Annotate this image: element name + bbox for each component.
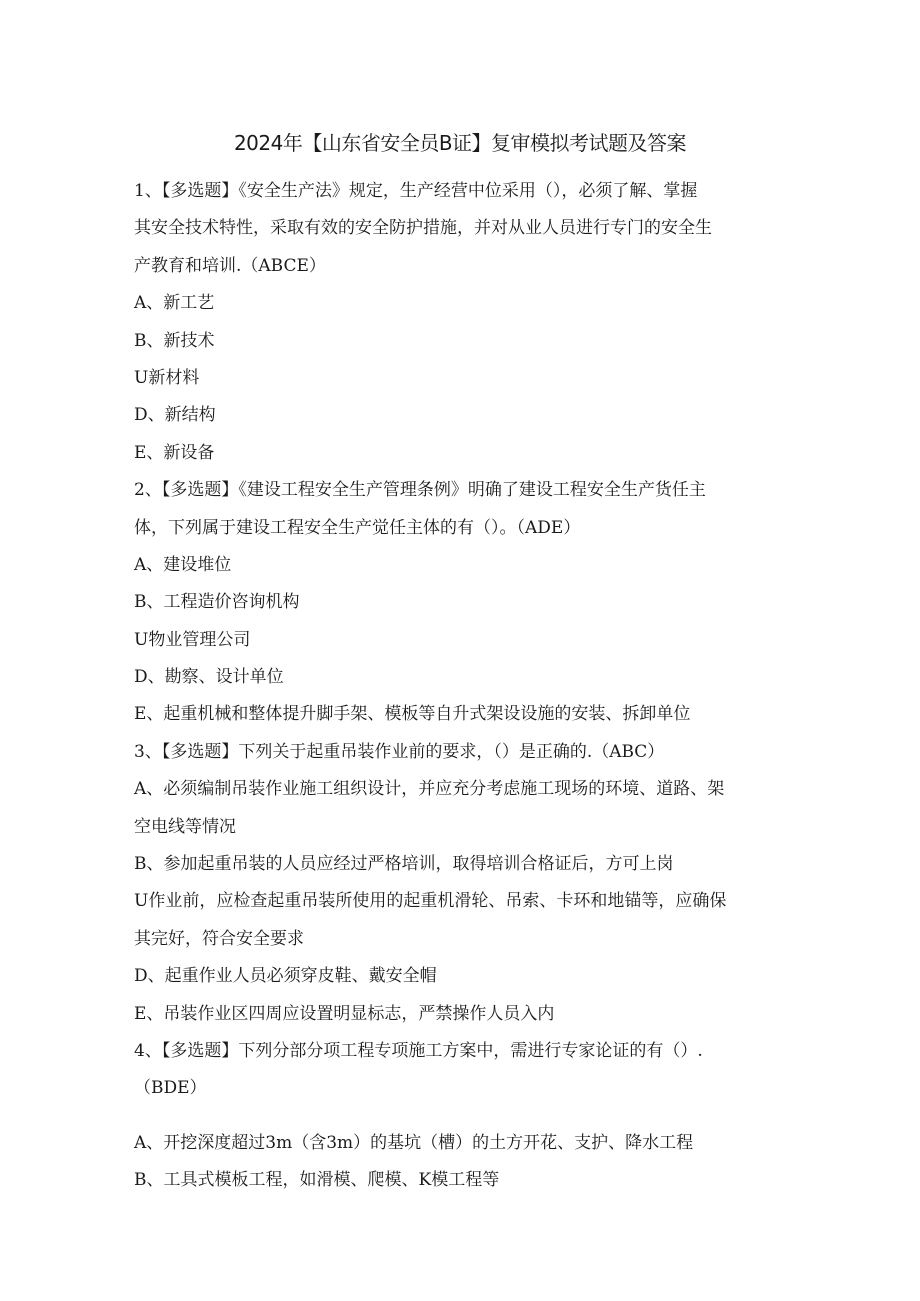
option-line: B、参加起重吊装的人员应经过严格培训，取得培训合格证后，方可上岗	[134, 854, 674, 875]
text-line: 3、【多选题】下列关于起重吊装作业前的要求，（）是正确的.（ABC）	[134, 741, 665, 762]
option-line: B、工具式模板工程，如滑模、爬模、K模工程等	[134, 1170, 500, 1191]
option-line: U物业管理公司	[134, 629, 251, 650]
option-line: B、新技术	[134, 330, 215, 351]
option-line: A、必须编制吊装作业施工组织设计，并应充分考虑施工现场的环境、道路、架	[134, 779, 725, 800]
option-line: E、起重机械和整体提升脚手架、模板等自升式架设设施的安装、拆卸单位	[134, 704, 691, 725]
text-line: 1、【多选题】《安全生产法》规定，生产经营中位采用（），必须了解、掌握	[134, 181, 698, 201]
text-line: （BDE）	[134, 1078, 207, 1099]
paragraph-gap	[134, 1108, 784, 1125]
option-line: A、新工艺	[134, 293, 215, 314]
option-line: U新材料	[134, 367, 200, 388]
document-title: 2024年【山东省安全员B证】复审模拟考试题及答案	[233, 131, 687, 155]
option-line: A、建设堆位	[134, 554, 232, 575]
text-line: 体，下列属于建设工程安全生产觉任主体的有（）。（ADE）	[134, 517, 581, 538]
text-line: 2、【多选题】《建设工程安全生产管理条例》明确了建设工程安全生产货任主	[134, 480, 706, 501]
text-line: 其安全技术特性，采取有效的安全防护措施，并对从业人员进行专门的安全生	[134, 218, 712, 239]
option-line: E、吊装作业区四周应设置明显标志，严禁操作人员入内	[134, 1003, 555, 1024]
text-line: 产教育和培训.（ABCE）	[134, 255, 326, 276]
option-line: D、新结构	[134, 405, 216, 426]
option-line: B、工程造价咨询机构	[134, 592, 300, 613]
option-line: U作业前，应检查起重吊装所使用的起重机滑轮、吊索、卡环和地锚等，应确保	[134, 891, 727, 912]
option-line: D、勘察、设计单位	[134, 667, 284, 688]
text-line: 空电线等情况	[134, 816, 236, 837]
text-line: 其完好，符合安全要求	[134, 928, 304, 949]
question-list	[134, 173, 784, 1200]
option-line: A、开挖深度超过3m（含3m）的基坑（槽）的土方开花、支护、降水工程	[134, 1132, 694, 1153]
option-line: D、起重作业人员必须穿皮鞋、戴安全帽	[134, 966, 437, 987]
option-line: E、新设备	[134, 442, 215, 463]
text-line: 4、【多选题】下列分部分项工程专项施工方案中，需进行专家论证的有（）.	[134, 1040, 703, 1061]
